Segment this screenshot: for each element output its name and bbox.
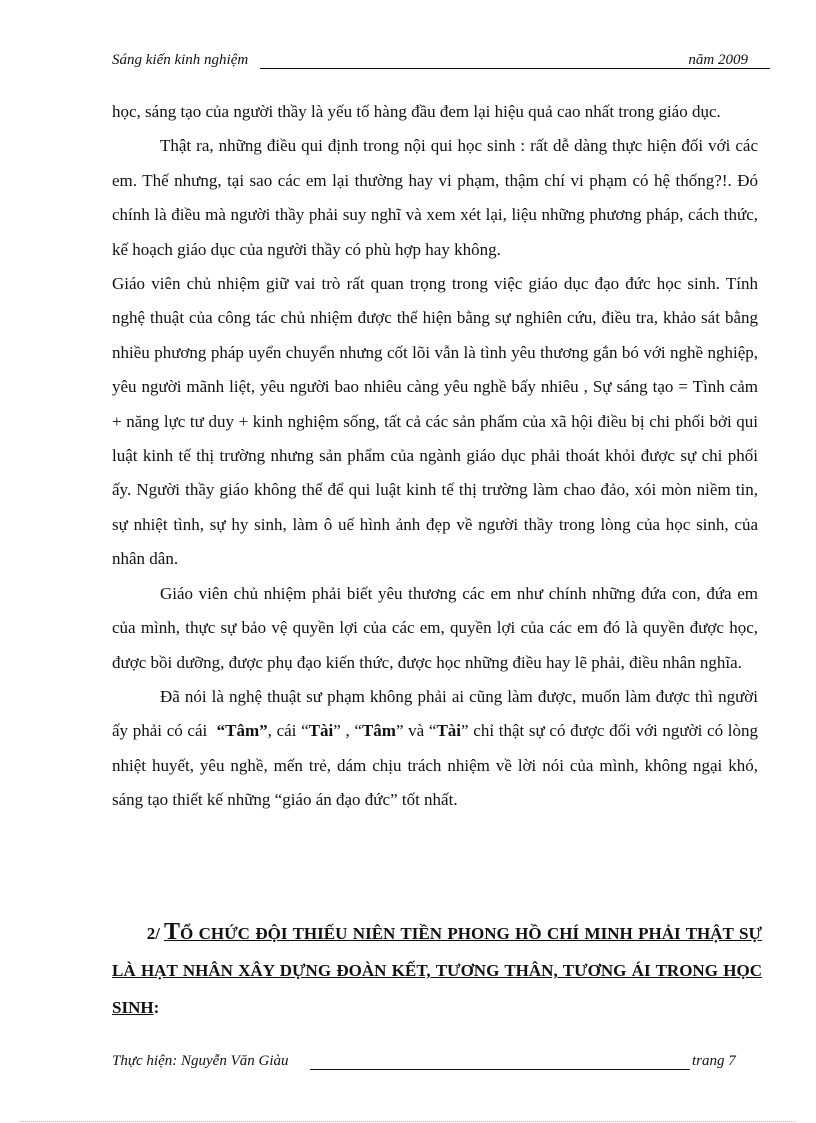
header-year: năm 2009 [688, 52, 748, 68]
quote-tai-2: Tài [436, 721, 462, 741]
footer-rule [310, 1069, 690, 1070]
quote-tam-2: Tâm [361, 721, 396, 741]
paragraph-2: Thật ra, những điều qui định trong nội qui học sinh : rất dễ dàng thực hiện đối với các em. Thế nhưng, tại sao các em lại thường hay vi phạm, thậm chí vi phạm có hệ thống?!. Đó chính là điều mà người thầy phải suy nghĩ và xem xét lại, liệu những phương pháp, cách thức, kế hoạch giáo dục của người thầy có phù hợp hay không. [112, 136, 758, 259]
paragraph-5-lead: Đã nói là nghệ thuật sư phạm không phải ai cũng làm được, muốn làm được thì người ấy phải có cái [112, 686, 758, 741]
header-title: Sáng kiến kinh nghiệm [112, 52, 249, 68]
page-header [112, 52, 748, 74]
quote-tai-1: Tài [308, 721, 334, 741]
section-number: 2/ [146, 924, 160, 943]
section-title-initial: T [164, 919, 181, 945]
paragraph-1: học, sáng tạo của người thầy là yếu tố hàng đầu đem lại hiệu quả cao nhất trong giáo dục. [112, 102, 721, 121]
paragraph-5 [112, 680, 758, 818]
section-title-text: Ổ CHỨC ĐỘI THIẾU NIÊN TIỀN PHONG HỒ CHÍ MINH PHẢI THẬT SỰ LÀ HẠT NHÂN XÂY DỰNG ĐOÀN KẾT, TƯƠNG THÂN, TƯƠNG ÁI TRONG HỌC SINH [112, 924, 762, 1017]
section-title [112, 919, 762, 1017]
footer-author: Thực hiện: Nguyễn Văn Giàu [112, 1053, 289, 1069]
section-title-suffix: : [153, 998, 160, 1017]
quote-tam-1: “Tâm” [216, 721, 268, 741]
page-footer [112, 1053, 748, 1075]
paragraph-5-text-3: ” , “ [333, 721, 362, 741]
paragraph-5-text-5: ” chỉ thật sự có được đối với người có lòng nhiệt huyết, yêu nghề, mến trẻ, dám chịu trách nhiệm về lời nói của mình, không ngại khó, sáng tạo thiết kế những “giáo án đạo đức” tốt nhất. [112, 721, 759, 810]
section-heading [112, 914, 762, 1026]
document-body [112, 95, 758, 818]
footer-page-number: trang 7 [692, 1053, 736, 1069]
page-bottom-edge [20, 1121, 796, 1122]
paragraph-4: Giáo viên chủ nhiệm phải biết yêu thương các em như chính những đứa con, đứa em của mình, thực sự bảo vệ quyền lợi của các em, quyền lợi của các em đó là quyền được học, được bồi dưỡng, được phụ đạo kiến thức, được học những điều hay lẽ phải, điều nhân nghĩa. [112, 583, 758, 672]
paragraph-5-text-4: ” và “ [395, 721, 437, 741]
paragraph-3: Giáo viên chủ nhiệm giữ vai trò rất quan trọng trong việc giáo dục đạo đức học sinh. Tính nghệ thuật của công tác chủ nhiệm được thể hiện bằng sự nghiên cứu, điều tra, khảo sát bằng nhiều phương pháp uyển chuyển nhưng cốt lõi vẫn là tình yêu thương gắn bó với nghề nghiệp, yêu người mãnh liệt, yêu người bao nhiêu càng yêu nghề bấy nhiêu , Sự sáng tạo = Tình cảm + năng lực tư duy + kinh nghiệm sống, tất cả các sản phẩm của xã hội điều bị chi phối bởi qui luật kinh tế thị trường nhưng sản phẩm của ngành giáo dục phải thoát khỏi được sự chi phối ấy. Người thầy giáo không thể để qui luật kinh tế thị trường làm chao đảo, xói mòn niềm tin, sự nhiệt tình, sự hy sinh, làm ô uế hình ảnh đẹp về người thầy trong lòng của học sinh, của nhân dân. [112, 274, 758, 569]
paragraph-5-text-2: , cái “ [267, 721, 309, 741]
